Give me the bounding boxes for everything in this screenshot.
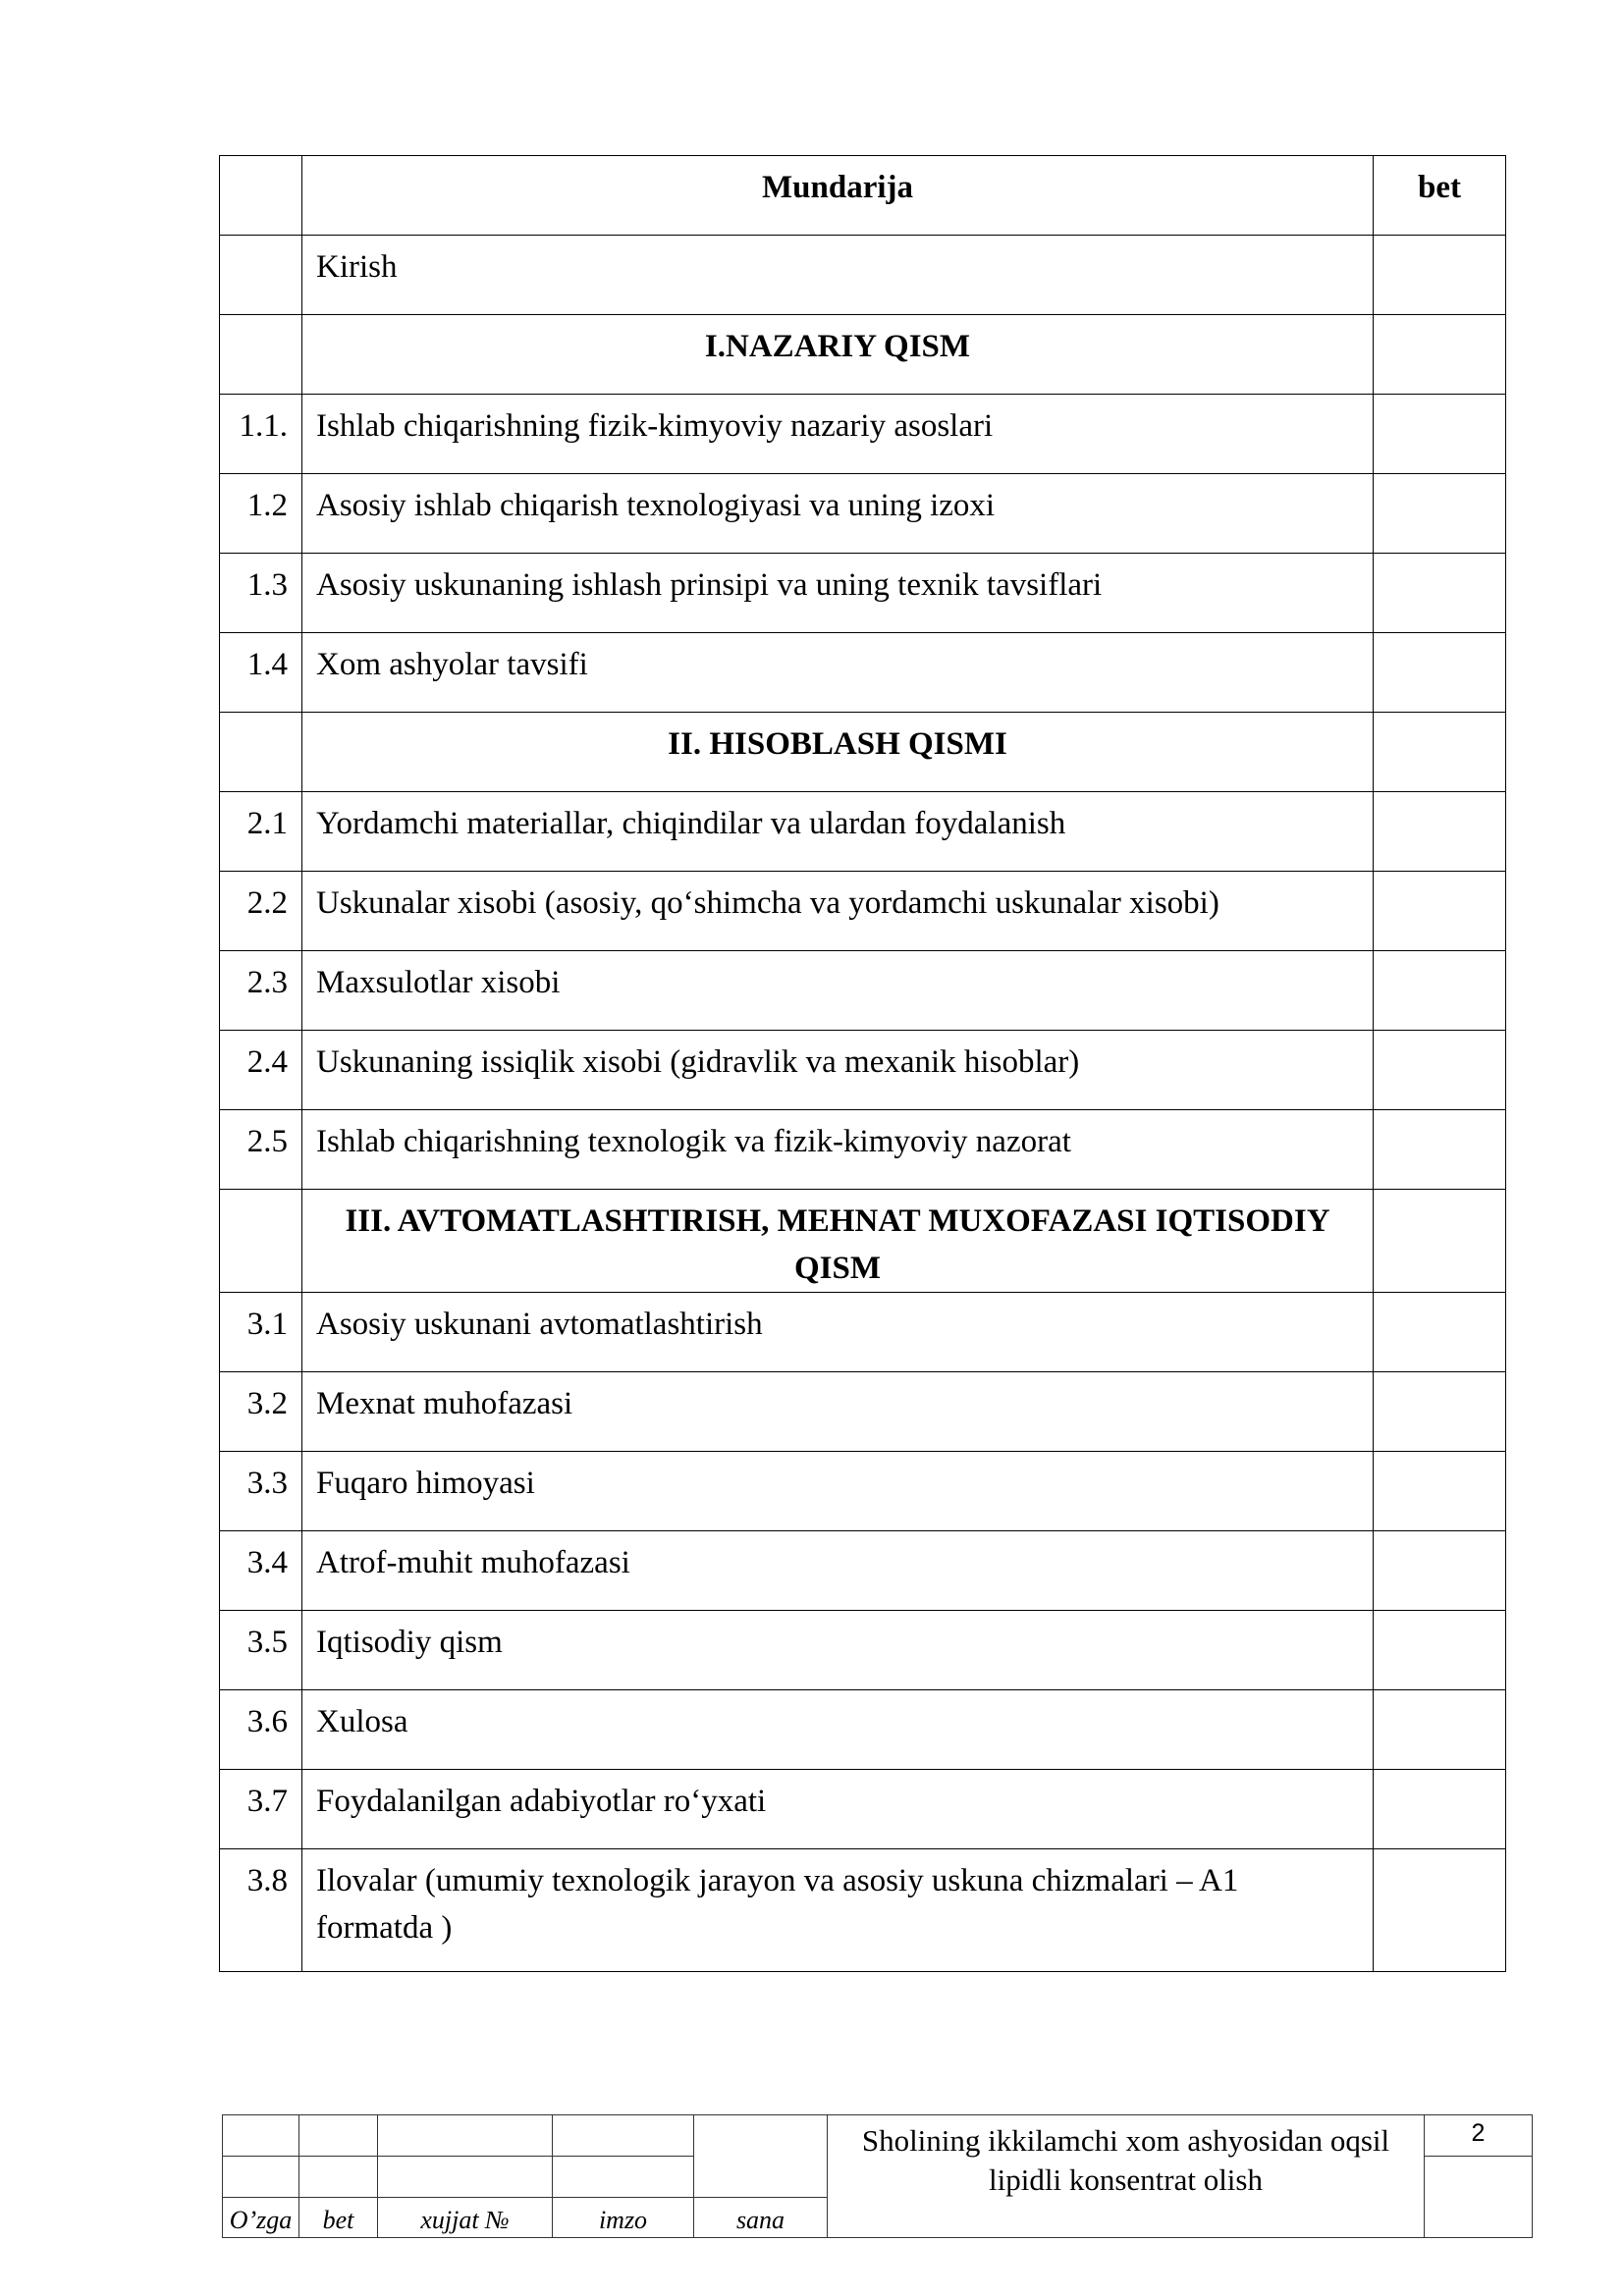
toc-row-page: [1374, 1452, 1506, 1531]
toc-row-number: 3.3: [220, 1452, 302, 1531]
toc-row-page: [1374, 1770, 1506, 1849]
toc-row-title: Foydalanilgan adabiyotlar ro‘yxati: [302, 1770, 1374, 1849]
toc-row: [220, 395, 1506, 474]
stamp-cell: [553, 2157, 694, 2198]
toc-row-title: Ishlab chiqarishning fizik-kimyoviy nazariy asoslari: [302, 395, 1374, 474]
stamp-cell: [299, 2157, 378, 2198]
stamp-label-date: sana: [694, 2198, 828, 2238]
toc-row: [220, 872, 1506, 951]
toc-row: [220, 315, 1506, 395]
stamp-cell: [553, 2115, 694, 2157]
toc-row-page: [1374, 1190, 1506, 1293]
toc-row: [220, 713, 1506, 792]
toc-row-page: [1374, 1031, 1506, 1110]
toc-row-title: Asosiy uskunani avtomatlashtirish: [302, 1293, 1374, 1372]
stamp-label-doc-no: xujjat №: [378, 2198, 553, 2238]
toc-row-page: [1374, 1531, 1506, 1611]
toc-row-title: Yordamchi materiallar, chiqindilar va ulardan foydalanish: [302, 792, 1374, 872]
toc-row-number: 2.1: [220, 792, 302, 872]
toc-row-page: [1374, 315, 1506, 395]
stamp-cell: [694, 2115, 828, 2198]
title-block: [222, 2114, 1533, 2238]
toc-header-row: [220, 156, 1506, 236]
toc-heading: Mundarija: [302, 156, 1374, 236]
toc-page-column-header: bet: [1374, 156, 1506, 236]
toc-row-page: [1374, 1611, 1506, 1690]
toc-row: [220, 1452, 1506, 1531]
toc-row-page: [1374, 951, 1506, 1031]
toc-row-title: Uskunaning issiqlik xisobi (gidravlik va mexanik hisoblar): [302, 1031, 1374, 1110]
toc-row-number: [220, 315, 302, 395]
toc-row-page: [1374, 713, 1506, 792]
toc-row-number: 2.4: [220, 1031, 302, 1110]
toc-row-title: Xulosa: [302, 1690, 1374, 1770]
toc-row-page: [1374, 1293, 1506, 1372]
stamp-cell: [378, 2115, 553, 2157]
toc-row-number: 1.4: [220, 633, 302, 713]
toc-row-page: [1374, 236, 1506, 315]
toc-row: [220, 1770, 1506, 1849]
toc-row-title: Uskunalar xisobi (asosiy, qo‘shimcha va yordamchi uskunalar xisobi): [302, 872, 1374, 951]
toc-row-number: [220, 236, 302, 315]
toc-row-number: 3.6: [220, 1690, 302, 1770]
toc-row-number: 3.4: [220, 1531, 302, 1611]
toc-row-page: [1374, 633, 1506, 713]
toc-row-number: 2.2: [220, 872, 302, 951]
toc-num-header-cell: [220, 156, 302, 236]
toc-row-title: Maxsulotlar xisobi: [302, 951, 1374, 1031]
toc-row-title: Asosiy uskunaning ishlash prinsipi va uning texnik tavsiflari: [302, 554, 1374, 633]
toc-row-number: 1.3: [220, 554, 302, 633]
table-of-contents: [219, 155, 1506, 1972]
toc-row-title: Asosiy ishlab chiqarish texnologiyasi va uning izoxi: [302, 474, 1374, 554]
toc-row-number: 1.2: [220, 474, 302, 554]
toc-row-number: 2.5: [220, 1110, 302, 1190]
toc-row-number: [220, 1190, 302, 1293]
toc-row-page: [1374, 872, 1506, 951]
toc-row-title: Ilovalar (umumiy texnologik jarayon va asosiy uskuna chizmalari – A1 formatda ): [302, 1849, 1374, 1972]
toc-row: [220, 236, 1506, 315]
stamp-cell: [223, 2157, 299, 2198]
toc-row: [220, 1110, 1506, 1190]
toc-section-heading: I.NAZARIY QISM: [302, 315, 1374, 395]
toc-row: [220, 474, 1506, 554]
toc-row: [220, 1372, 1506, 1452]
toc-row-number: [220, 713, 302, 792]
toc-row-page: [1374, 1110, 1506, 1190]
stamp-cell: [378, 2157, 553, 2198]
toc-row-title: Fuqaro himoyasi: [302, 1452, 1374, 1531]
toc-row: [220, 633, 1506, 713]
toc-row-number: 3.7: [220, 1770, 302, 1849]
stamp-cell: [299, 2115, 378, 2157]
toc-row: [220, 1190, 1506, 1293]
toc-row-number: 2.3: [220, 951, 302, 1031]
stamp-cell: [223, 2115, 299, 2157]
toc-section-heading: II. HISOBLASH QISMI: [302, 713, 1374, 792]
stamp-label-sheet: bet: [299, 2198, 378, 2238]
toc-row-number: 3.5: [220, 1611, 302, 1690]
toc-row-page: [1374, 792, 1506, 872]
toc-row-title: Iqtisodiy qism: [302, 1611, 1374, 1690]
toc-row: [220, 1611, 1506, 1690]
toc-row-page: [1374, 1849, 1506, 1972]
toc-section-heading: III. AVTOMATLASHTIRISH, MEHNAT MUXOFAZASI IQTISODIY QISM: [302, 1190, 1374, 1293]
document-title: Sholining ikkilamchi xom ashyosidan oqsil lipidli konsentrat olish: [828, 2115, 1425, 2238]
toc-row-page: [1374, 554, 1506, 633]
toc-row-title: Xom ashyolar tavsifi: [302, 633, 1374, 713]
toc-row: [220, 951, 1506, 1031]
toc-row-title: Atrof-muhit muhofazasi: [302, 1531, 1374, 1611]
toc-row-page: [1374, 1690, 1506, 1770]
stamp-label-change: O’zga: [223, 2198, 299, 2238]
page-number: 2: [1425, 2115, 1533, 2157]
stamp-cell: [1425, 2157, 1533, 2238]
toc-row-number: 3.1: [220, 1293, 302, 1372]
toc-row: [220, 1531, 1506, 1611]
toc-row: [220, 792, 1506, 872]
toc-row: [220, 1293, 1506, 1372]
stamp-label-signature: imzo: [553, 2198, 694, 2238]
toc-row-number: 3.2: [220, 1372, 302, 1452]
toc-row-page: [1374, 1372, 1506, 1452]
toc-row-page: [1374, 395, 1506, 474]
toc-row-title: Kirish: [302, 236, 1374, 315]
toc-row-number: 1.1.: [220, 395, 302, 474]
toc-row: [220, 1031, 1506, 1110]
toc-row-title: Ishlab chiqarishning texnologik va fizik-kimyoviy nazorat: [302, 1110, 1374, 1190]
toc-row-page: [1374, 474, 1506, 554]
toc-row-number: 3.8: [220, 1849, 302, 1972]
toc-row: [220, 554, 1506, 633]
toc-row-title: Mexnat muhofazasi: [302, 1372, 1374, 1452]
toc-row: [220, 1690, 1506, 1770]
toc-row: [220, 1849, 1506, 1972]
